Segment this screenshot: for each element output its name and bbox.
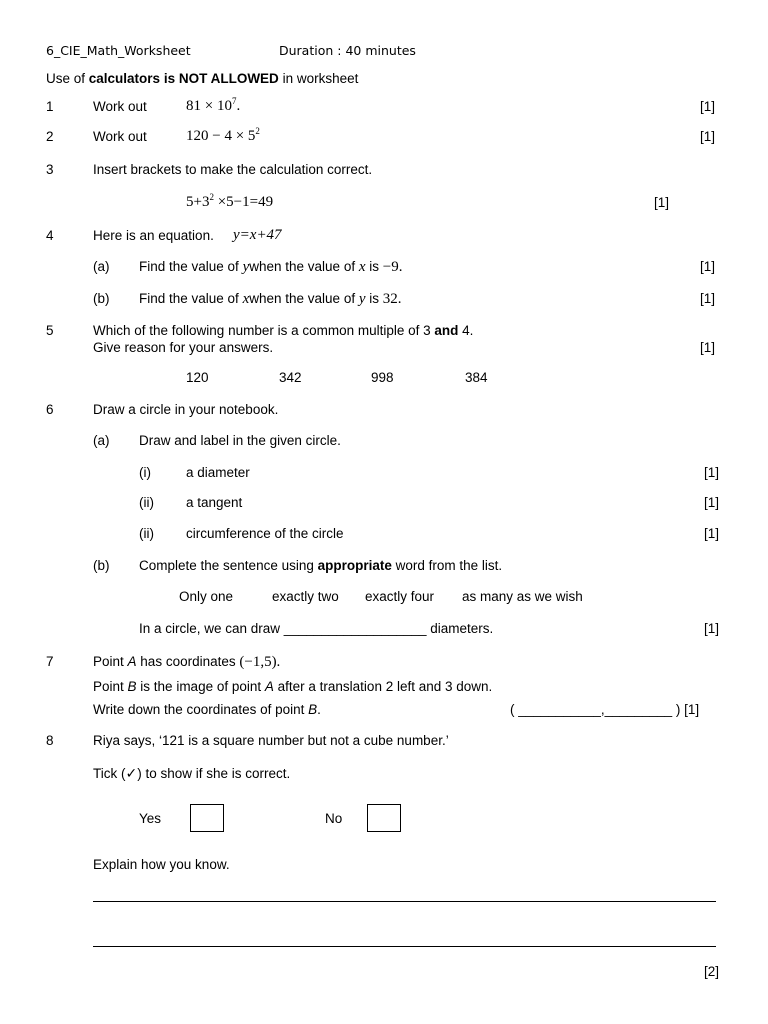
- q5-option: 998: [371, 370, 394, 385]
- q2-number: 2: [46, 129, 54, 144]
- q6-text: Draw a circle in your notebook.: [93, 402, 279, 417]
- q1-marks: [1]: [700, 99, 716, 114]
- q8-quote: Riya says, ‘121 is a square number but not a cube number.’: [93, 733, 449, 748]
- q6-number: 6: [46, 402, 54, 417]
- q6a-text: Draw and label in the given circle.: [139, 433, 341, 448]
- worksheet-title: 6_CIE_Math_Worksheet: [46, 43, 191, 58]
- q8-marks: [2]: [704, 964, 720, 979]
- q7-line3: Write down the coordinates of point B.: [93, 702, 321, 717]
- q4-text: Here is an equation.: [93, 228, 214, 243]
- q5-marks: [1]: [700, 340, 716, 355]
- q2-marks: [1]: [700, 129, 716, 144]
- q6b-choice: exactly two: [272, 589, 339, 604]
- q6a-item-marks: [1]: [704, 495, 720, 510]
- q1-expression: $81 \times 10^7$.: [186, 96, 241, 114]
- q6a-item-marks: [1]: [704, 465, 720, 480]
- q4b-label: (b): [93, 291, 110, 306]
- q7-line2: Point B is the image of point A after a translation 2 left and 3 down.: [93, 679, 493, 694]
- yes-checkbox[interactable]: [190, 804, 224, 832]
- q6a-item-label: (ii): [139, 526, 154, 541]
- q5-option: 120: [186, 370, 209, 385]
- q6a-item-marks: [1]: [704, 526, 720, 541]
- no-checkbox[interactable]: [367, 804, 401, 832]
- q5-option: 342: [279, 370, 302, 385]
- q7-number: 7: [46, 654, 54, 669]
- q6b-sentence: In a circle, we can draw ___________________ diameters.: [139, 621, 494, 636]
- q6a-item-label: (ii): [139, 495, 154, 510]
- q4a-text: Find the value of ywhen the value of x is −9.: [139, 259, 403, 275]
- q6b-marks: [1]: [704, 621, 720, 636]
- check-mark-icon: ✓: [125, 766, 138, 782]
- q5-option: 384: [465, 370, 488, 385]
- q2-text: Work out: [93, 129, 147, 144]
- q4b-text: Find the value of xwhen the value of y is 32.: [139, 291, 402, 307]
- q7-line1: Point A has coordinates (−1,5).: [93, 654, 281, 670]
- q6a-item-text: circumference of the circle: [186, 526, 344, 541]
- answer-line[interactable]: [93, 946, 716, 947]
- q4-equation: y=x+47: [233, 227, 282, 243]
- q8-tick-instruction: Tick (✓) to show if she is correct.: [93, 766, 291, 782]
- answer-line[interactable]: [93, 901, 716, 902]
- q4a-marks: [1]: [700, 259, 716, 274]
- q3-marks: [1]: [654, 195, 670, 210]
- q1-number: 1: [46, 99, 54, 114]
- q4a-label: (a): [93, 259, 110, 274]
- q6b-choice: exactly four: [365, 589, 435, 604]
- q2-expression: $120 - 4 \times 5^2$: [186, 126, 260, 144]
- q6a-item-label: (i): [139, 465, 151, 480]
- yes-label: Yes: [139, 811, 162, 826]
- q7-answer-blank: ( ___________,_________ ) [1]: [510, 702, 700, 717]
- q5-number: 5: [46, 323, 54, 338]
- q6a-item-text: a diameter: [186, 465, 250, 480]
- q6b-choice: Only one: [179, 589, 234, 604]
- q6a-label: (a): [93, 433, 110, 448]
- duration: Duration : 40 minutes: [279, 43, 416, 58]
- instructions: Use of calculators is NOT ALLOWED in worksheet: [46, 71, 359, 86]
- q6a-item-text: a tangent: [186, 495, 243, 510]
- q3-expression: $5+3^2 \times 5-1=49$: [186, 192, 274, 210]
- q5-line1: Which of the following number is a common multiple of 3 and 4.: [93, 323, 474, 338]
- q8-explain: Explain how you know.: [93, 857, 230, 872]
- q3-text: Insert brackets to make the calculation correct.: [93, 162, 373, 177]
- q6b-text: Complete the sentence using appropriate word from the list.: [139, 558, 503, 573]
- q6b-label: (b): [93, 558, 110, 573]
- no-label: No: [325, 811, 343, 826]
- q4b-marks: [1]: [700, 291, 716, 306]
- q6b-choice: as many as we wish: [462, 589, 583, 604]
- q4-number: 4: [46, 228, 54, 243]
- q5-line2: Give reason for your answers.: [93, 340, 274, 355]
- q1-text: Work out: [93, 99, 147, 114]
- q3-number: 3: [46, 162, 54, 177]
- q8-number: 8: [46, 733, 54, 748]
